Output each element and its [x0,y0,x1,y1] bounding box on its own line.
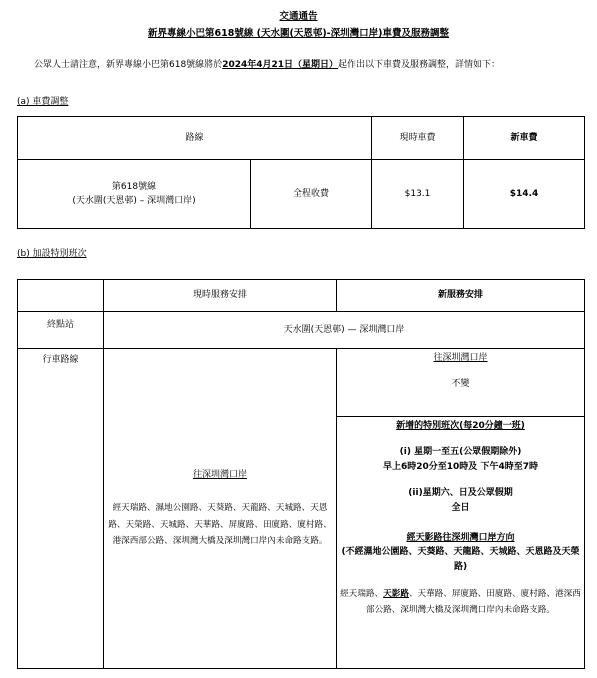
new-fare: $14.4 [464,160,585,229]
special-weekday-time: 早上6時20分至10時及 下午4時至7時 [383,461,538,472]
section-a-title: (a) 車費調整 [17,97,69,107]
special-weekend-title: (ii)星期六、日及公眾假期 [408,488,513,499]
route-endpoints: (天水圍(天恩邨) – 深圳灣口岸) [72,196,196,206]
special-title: 新增的特別班次(每20分鐘一班) [396,421,525,431]
service-col-current: 現時服務安排 [104,280,337,312]
effective-date: 2024年4月21日（星期日） [222,60,339,70]
intro-suffix: 起作出以下車費及服務調整，詳情如下： [338,60,501,70]
new-route-highlight: 天影路 [383,589,409,600]
special-service-cell [337,417,585,669]
current-route-text: 經天瑞路、濕地公園路、天葵路、天龍路、天城路、天恩路、天榮路、天城路、天華路、屏廈路、田廈路、廈村路、港深西部公路、深圳灣大橋及深圳灣口岸內未命路支路。 [108,503,332,546]
special-weekday-title: (i) 星期一至五(公眾假期除外) [399,447,522,458]
notice-title: 交通通告 [279,11,318,22]
notice-subtitle: 新界專線小巴第618號線 (天水圍(天恩邨)-深圳灣口岸)車費及服務調整 [148,28,449,39]
current-routing-cell [104,349,337,669]
terminus-value: 天水圍(天恩邨) — 深圳灣口岸 [104,312,585,349]
unchanged-text: 不變 [451,379,470,390]
fare-col-new: 新車費 [464,117,585,160]
intro-prefix: 公眾人士請注意，新界專線小巴第618號線將於 [34,60,223,70]
current-fare: $13.1 [372,160,464,229]
intro-paragraph [34,57,500,70]
fare-type: 全程收費 [251,160,372,229]
special-weekend-time: 全日 [451,502,470,513]
fare-col-current: 現時車費 [372,117,464,160]
section-b-title: (b) 加設特別班次 [17,249,87,259]
service-col-new: 新服務安排 [337,280,585,312]
terminus-label: 終點站 [18,312,104,349]
route-number: 第618號線 [111,181,157,192]
new-direction: 往深圳灣口岸 [433,353,488,363]
new-route-text: 經天瑞路、天影路、天華路、屏廈路、田廈路、廈村路、港深西部公路、深圳灣大橋及深圳灣口岸內未命路支路。 [340,589,581,616]
routing-label: 行車路線 [18,349,104,669]
new-routing-unchanged-cell [337,349,585,417]
fare-col-route: 路線 [18,117,372,160]
fare-table-grid [17,116,585,229]
current-direction: 往深圳灣口岸 [192,469,247,480]
service-header-blank [18,280,104,312]
service-table [17,279,585,669]
via-note: (不經濕地公園路、天葵路、天龍路、天城路、天恩路及天榮路) [341,547,580,572]
via-title: 經天影路往深圳灣口岸方向 [406,532,515,543]
fare-route-cell [18,160,251,229]
